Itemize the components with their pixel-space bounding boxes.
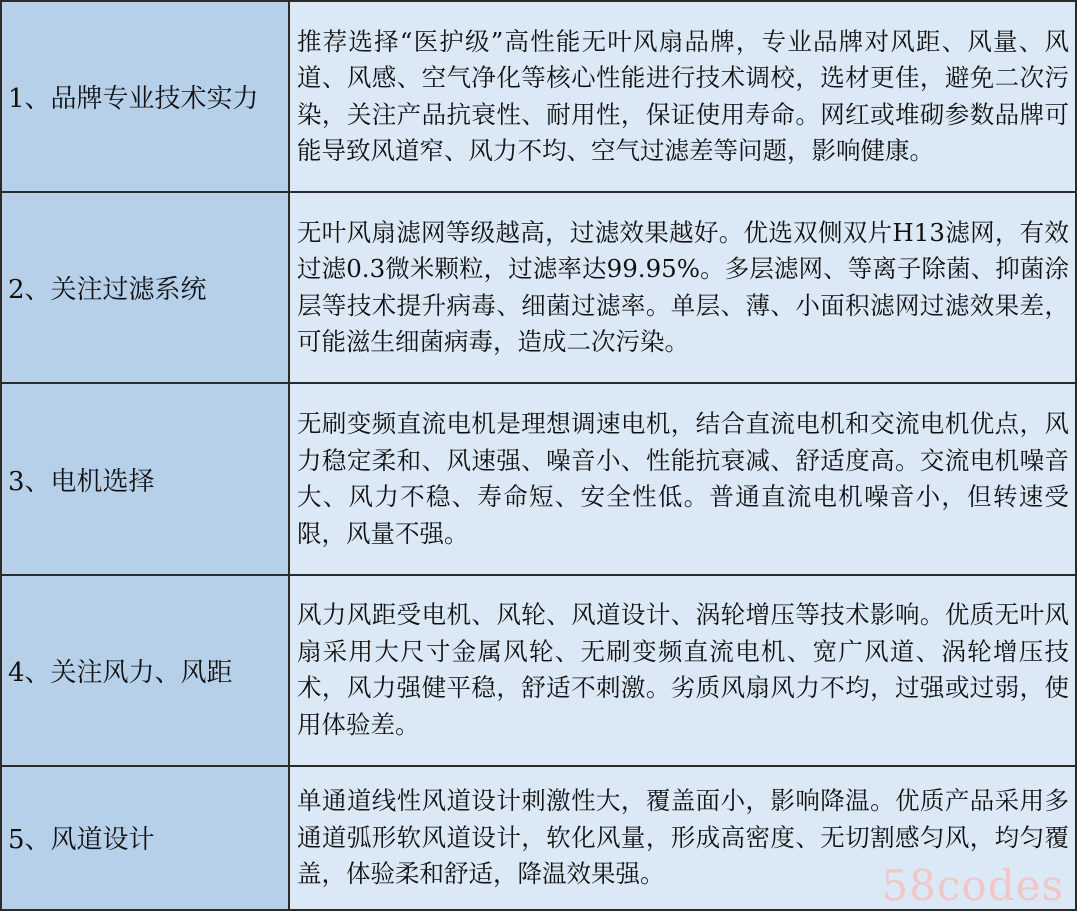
- row-label: 3、电机选择: [1, 383, 289, 574]
- row-description: 无刷变频直流电机是理想调速电机，结合直流电机和交流电机优点，风力稳定柔和、风速强、噪音小、性能抗衰减、舒适度高。交流电机噪音大、风力不稳、寿命短、安全性低。普通直流电机噪音小，但转速受限，风量不强。: [289, 383, 1076, 574]
- watermark: 58codes: [881, 861, 1064, 910]
- row-label: 5、风道设计: [1, 766, 289, 910]
- row-label: 4、关注风力、风距: [1, 575, 289, 766]
- row-description: 风力风距受电机、风轮、风道设计、涡轮增压等技术影响。优质无叶风扇采用大尺寸金属风轮、无刷变频直流电机、宽广风道、涡轮增压技术，风力强健平稳，舒适不刺激。劣质风扇风力不均，过强或过弱，使用体验差。: [289, 575, 1076, 766]
- row-label: 1、品牌专业技术实力: [1, 1, 289, 192]
- row-label: 2、关注过滤系统: [1, 192, 289, 383]
- row-description: 无叶风扇滤网等级越高，过滤效果越好。优选双侧双片H13滤网，有效过滤0.3微米颗粒，过滤率达99.95%。多层滤网、等离子除菌、抑菌涂层等技术提升病毒、细菌过滤率。单层、薄、小面积滤网过滤效果差，可能滋生细菌病毒，造成二次污染。: [289, 192, 1076, 383]
- row-description: 单通道线性风道设计刺激性大，覆盖面小，影响降温。优质产品采用多通道弧形软风道设计，软化风量，形成高密度、无切割感匀风，均匀覆盖，体验柔和舒适，降温效果强。: [289, 766, 1076, 910]
- table-row: [1, 192, 1076, 383]
- table-row: [1, 1, 1076, 192]
- table-row: [1, 575, 1076, 766]
- row-description: 推荐选择“医护级”高性能无叶风扇品牌，专业品牌对风距、风量、风道、风感、空气净化等核心性能进行技术调校，选材更佳，避免二次污染，关注产品抗衰性、耐用性，保证使用寿命。网红或堆砌参数品牌可能导致风道窄、风力不均、空气过滤差等问题，影响健康。: [289, 1, 1076, 192]
- table-row: [1, 383, 1076, 574]
